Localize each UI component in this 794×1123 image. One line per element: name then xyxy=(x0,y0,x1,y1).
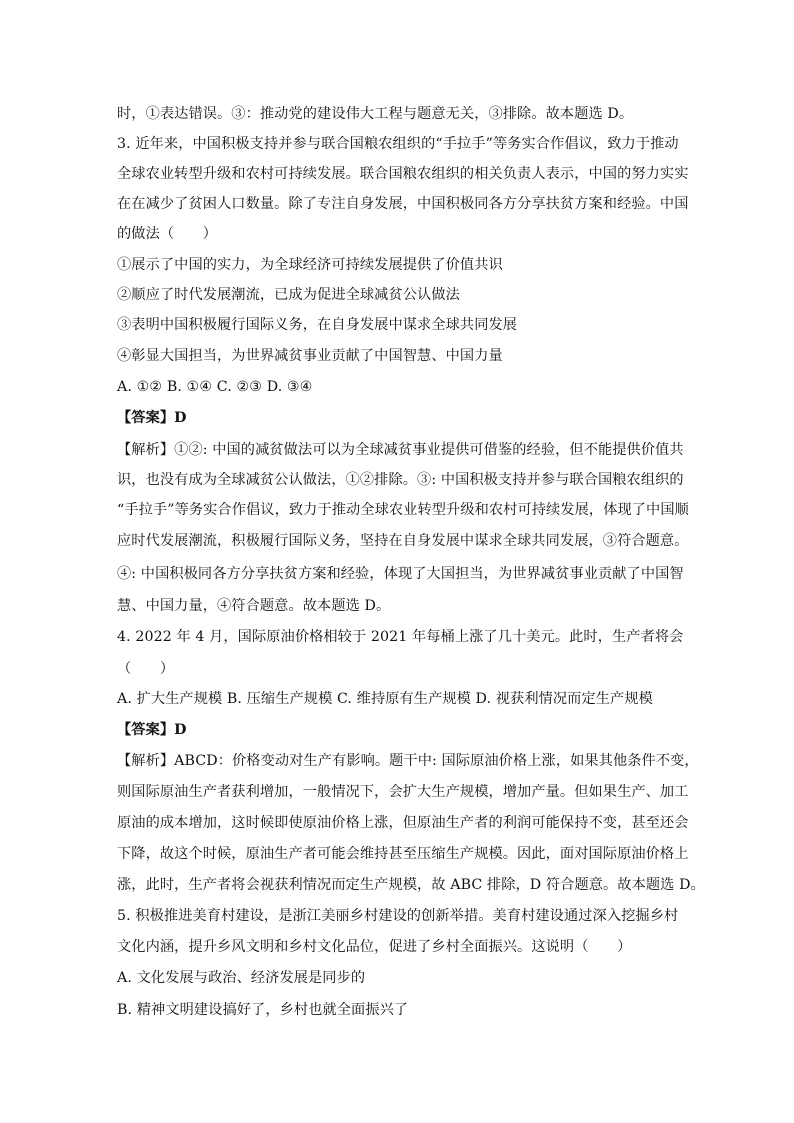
question-4-stem: 4. 2022 年 4 月，国际原油价格相较于 2021 年每桶上涨了几十美元。此时，生产者将会 xyxy=(117,629,684,645)
analysis-text: 识，也没有成为全球减贫公认做法，①②排除。③: 中国积极支持并参与联合国粮农组织的 xyxy=(117,472,684,488)
answer-label: 【答案】D xyxy=(117,722,187,738)
option-statement: ①展示了中国的实力，为全球经济可持续发展提供了价值共识 xyxy=(117,257,503,273)
text-line: （ ） xyxy=(117,661,175,677)
answer-choices: A. 扩大生产规模 B. 压缩生产规模 C. 维持原有生产规模 D. 视获利情况而定生产规模 xyxy=(117,691,653,707)
text-line: 在在减少了贫困人口数量。除了专注自身发展，中国积极同各方分享扶贫方案和经验。中国 xyxy=(117,196,689,212)
analysis-text: 则国际原油生产者获利增加，一般情况下，会扩大生产规模，增加产量。但如果生产、加工 xyxy=(117,784,689,800)
question-3-stem: 3. 近年来，中国积极支持并参与联合国粮农组织的“手拉手”等务实合作倡议，致力于推动 xyxy=(117,136,679,152)
text-line: 时，①表达错误。③：推动党的建设伟大工程与题意无关，③排除。故本题选 D。 xyxy=(117,106,634,122)
option-a: A. 文化发展与政治、经济发展是同步的 xyxy=(117,970,366,986)
text-line: 文化内涵，提升乡风文明和乡村文化品位，促进了乡村全面振兴。这说明（ ） xyxy=(117,939,632,955)
option-statement: ③表明中国积极履行国际义务，在自身发展中谋求全球共同发展 xyxy=(117,317,518,333)
analysis-text: 【解析】ABCD：价格变动对生产有影响。题干中: 国际原油价格上涨，如果其他条件不变， xyxy=(117,753,699,769)
text-line: 全球农业转型升级和农村可持续发展。联合国粮农组织的相关负责人表示，中国的努力实实 xyxy=(117,166,689,182)
option-statement: ④彰显大国担当，为世界减贫事业贡献了中国智慧、中国力量 xyxy=(117,348,503,364)
analysis-text: 【解析】①②: 中国的减贫做法可以为全球减贫事业提供可借鉴的经验，但不能提供价值共 xyxy=(117,442,684,458)
text-line: 的做法（ ） xyxy=(117,226,218,242)
analysis-text: 下降，故这个时候，原油生产者可能会维持甚至压缩生产规模。因此，面对国际原油价格上 xyxy=(117,846,689,862)
option-statement: ②顺应了时代发展潮流，已成为促进全球减贫公认做法 xyxy=(117,287,460,303)
analysis-text: “手拉手”等务实合作倡议，致力于推动全球农业转型升级和农村可持续发展，体现了中国顺 xyxy=(117,502,689,518)
analysis-text: 原油的成本增加，这时候即使原油价格上涨，但原油生产者的利润可能保持不变，甚至还会 xyxy=(117,815,689,831)
analysis-text: ④: 中国积极同各方分享扶贫方案和经验，体现了大国担当，为世界减贫事业贡献了中国智 xyxy=(117,566,684,582)
answer-label: 【答案】D xyxy=(117,410,187,426)
analysis-text: 应时代发展潮流，积极履行国际义务，坚持在自身发展中谋求全球共同发展，③符合题意。 xyxy=(117,533,689,549)
option-b: B. 精神文明建设搞好了，乡村也就全面振兴了 xyxy=(117,1002,409,1018)
analysis-text: 慧、中国力量，④符合题意。故本题选 D。 xyxy=(117,598,391,614)
analysis-text: 涨，此时，生产者将会视获利情况而定生产规模，故 ABC 排除，D 符合题意。故本题选 D。 xyxy=(117,877,705,893)
answer-choices: A. ①② B. ①④ C. ②③ D. ③④ xyxy=(117,379,313,395)
question-5-stem: 5. 积极推进美育村建设，是浙江美丽乡村建设的创新举措。美育村建设通过深入挖掘乡村 xyxy=(117,908,679,924)
